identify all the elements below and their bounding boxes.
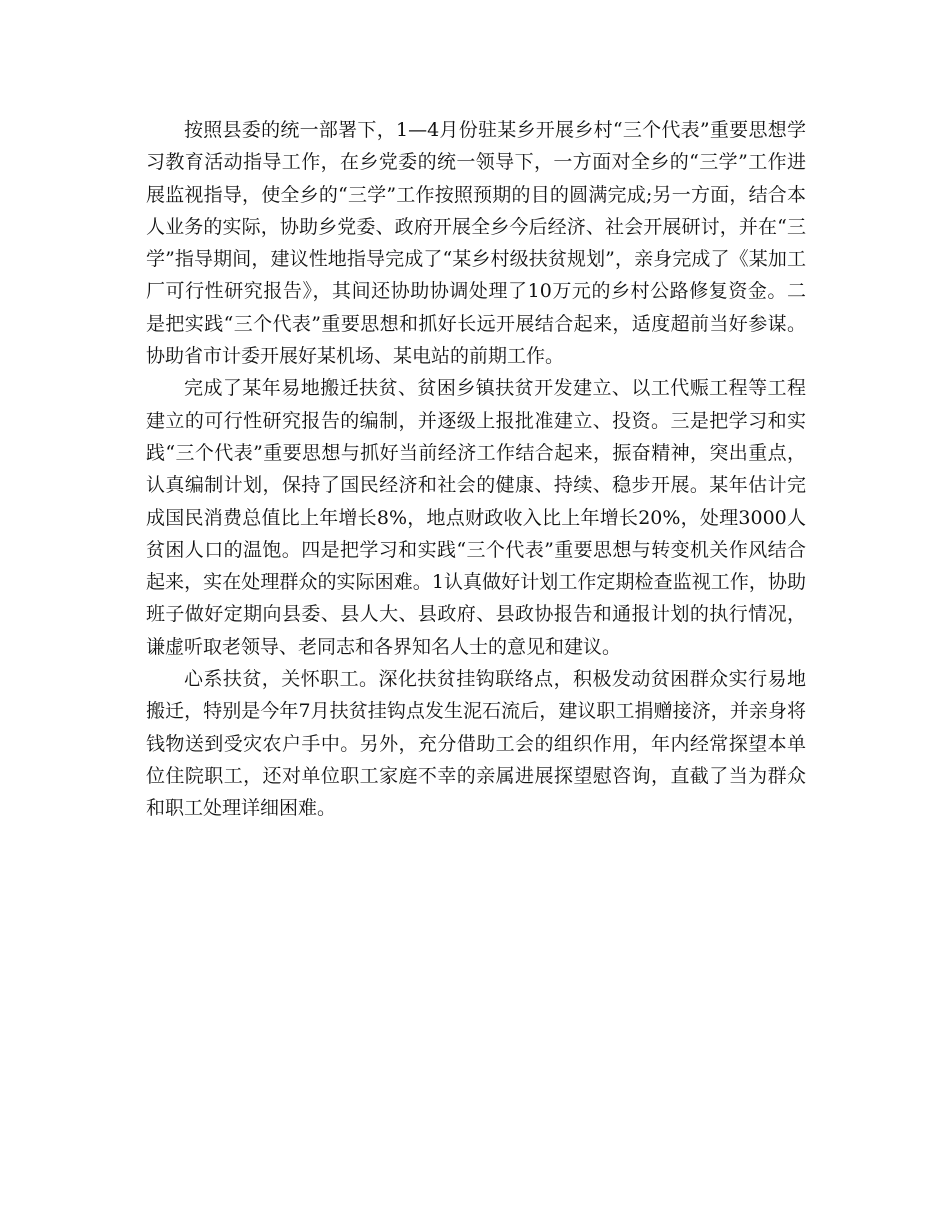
paragraph-2: 完成了某年易地搬迁扶贫、贫困乡镇扶贫开发建立、以工代赈工程等工程建立的可行性研究报告的编制，并逐级上报批准建立、投资。三是把学习和实践“三个代表”重要思想与抓好当前经济工作结合起来，振奋精神，突出重点，认真编制计划，保持了国民经济和社会的健康、持续、稳步开展。某年估计完成国民消费总值比上年增长8%，地点财政收入比上年增长20%，处理3000人贫困人口的温饱。四是把学习和实践“三个代表”重要思想与转变机关作风结合起来，实在处理群众的实际困难。1认真做好计划工作定期检查监视工作，协助班子做好定期向县委、县人大、县政府、县政协报告和通报计划的执行情况，谦虚听取老领导、老同志和各界知名人士的意见和建议。: [146, 377, 806, 658]
paragraph-3: 心系扶贫，关怀职工。深化扶贫挂钩联络点，积极发动贫困群众实行易地搬迁，特别是今年7月扶贫挂钩点发生泥石流后，建议职工捐赠接济，并亲身将钱物送到受灾农户手中。另外，充分借助工会的组织作用，年内经常探望本单位住院职工，还对单位职工家庭不幸的亲属进展探望慰咨询，直截了当为群众和职工处理详细困难。: [146, 668, 806, 820]
document-body: [146, 114, 806, 825]
paragraph-1: 按照县委的统一部署下，1—4月份驻某乡开展乡村“三个代表”重要思想学习教育活动指导工作，在乡党委的统一领导下，一方面对全乡的“三学”工作进展监视指导，使全乡的“三学”工作按照预期的目的圆满完成;另一方面，结合本人业务的实际，协助乡党委、政府开展全乡今后经济、社会开展研讨，并在“三学”指导期间，建议性地指导完成了“某乡村级扶贫规划”，亲身完成了《某加工厂可行性研究报告》，其间还协助协调处理了10万元的乡村公路修复资金。二是把实践“三个代表”重要思想和抓好长远开展结合起来，适度超前当好参谋。协助省市计委开展好某机场、某电站的前期工作。: [146, 119, 806, 368]
